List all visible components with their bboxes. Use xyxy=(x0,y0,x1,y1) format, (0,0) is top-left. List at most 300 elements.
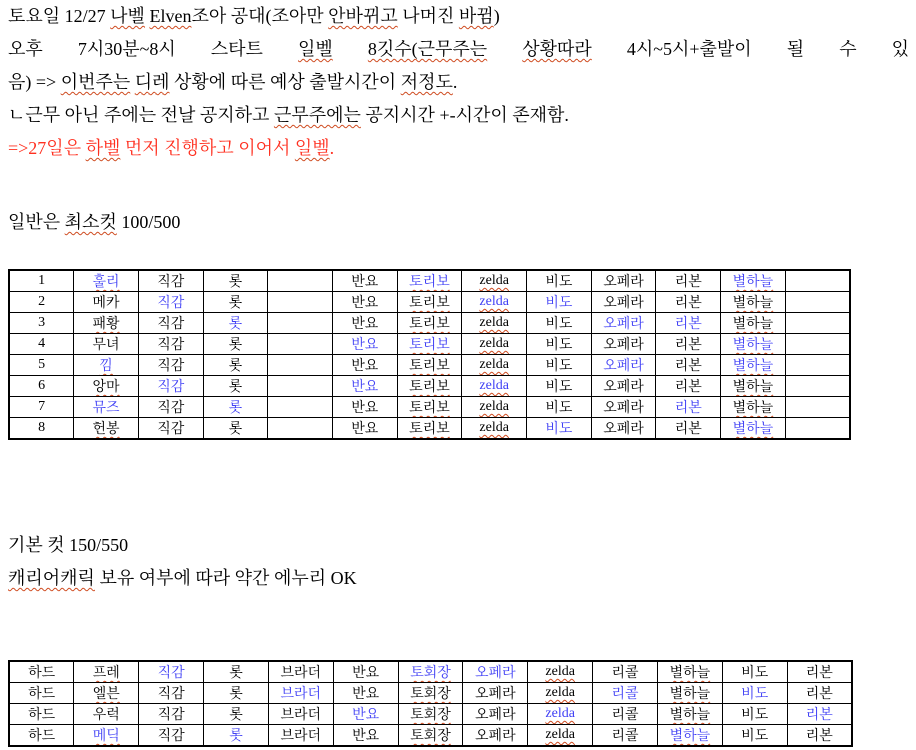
roster-cell xyxy=(203,334,268,355)
misspelled-text-run: 앙마 xyxy=(92,380,120,395)
text-run: 1 xyxy=(38,273,46,288)
misspelled-text-run: 별하늘 xyxy=(732,338,774,353)
misspelled-text-run: 토리보 xyxy=(409,296,450,311)
roster-cell xyxy=(657,661,722,683)
text-run: 하드 xyxy=(28,729,56,744)
text-run: ㄴ근무 아닌 주에는 전날 공지하고 xyxy=(8,105,274,125)
roster-cell xyxy=(787,725,852,747)
misspelled-text-run: 토리보 xyxy=(409,401,450,416)
text-run: 오페라 xyxy=(475,729,516,744)
roster-row xyxy=(9,292,850,313)
roster-cell xyxy=(397,334,462,355)
text-run: 하드 xyxy=(28,708,56,723)
roster-cell xyxy=(138,355,203,376)
text-run: 반요 xyxy=(352,708,380,723)
text-run: 반요 xyxy=(351,317,379,332)
roster-cell-empty xyxy=(268,292,333,313)
roster-cell xyxy=(74,683,139,704)
text-run: 하드 xyxy=(28,666,56,681)
roster-cell xyxy=(722,725,787,747)
text-run: 100/500 xyxy=(116,212,181,232)
notice-line-4 xyxy=(8,99,909,132)
roster-cell xyxy=(398,683,463,704)
roster-cell xyxy=(9,683,74,704)
roster-cell xyxy=(527,313,592,334)
text-run: . xyxy=(329,138,335,158)
roster-cell-empty xyxy=(268,397,333,418)
roster-cell xyxy=(138,292,203,313)
text-run: 조아 공대(조아만 xyxy=(191,6,329,26)
roster-cell xyxy=(527,376,592,397)
roster-cell xyxy=(656,397,721,418)
roster-cell xyxy=(527,270,592,292)
text-run: 리본 xyxy=(674,380,702,395)
text-run: 8 xyxy=(38,420,46,435)
roster-cell xyxy=(138,334,203,355)
text-run: 비도 xyxy=(741,729,769,744)
text-run: 직감 xyxy=(157,687,185,702)
notice-line-3 xyxy=(8,66,909,99)
misspelled-text-run: 나벨 xyxy=(110,6,145,26)
text-run: 일반은 xyxy=(8,212,65,232)
text-run: 롯 xyxy=(229,687,243,702)
roster-cell xyxy=(657,704,722,725)
roster-cell xyxy=(656,313,721,334)
roster-cell xyxy=(656,334,721,355)
roster-cell xyxy=(591,397,656,418)
roster-cell xyxy=(397,418,462,440)
roster-cell xyxy=(333,704,398,725)
text-run: 오페라 xyxy=(603,380,644,395)
text-run: 리콜 xyxy=(611,729,639,744)
roster-cell xyxy=(528,725,593,747)
roster-cell-empty xyxy=(785,313,850,334)
text-run: 반요 xyxy=(351,359,379,374)
roster-cell xyxy=(203,376,268,397)
text-run: 리본 xyxy=(674,275,702,290)
text-run: 비도 xyxy=(545,317,573,332)
roster-cell xyxy=(398,661,463,683)
roster-cell xyxy=(74,661,139,683)
misspelled-text-run: 최소컷 xyxy=(64,212,117,232)
roster-row xyxy=(9,397,850,418)
hard-roster-table xyxy=(8,660,853,747)
hard-cut-caption-block xyxy=(8,529,909,595)
text-run: =>27일은 xyxy=(8,138,86,158)
misspelled-text-run: 별하늘 xyxy=(669,708,711,723)
text-run: 4시~5시+출발이 될 수 있 xyxy=(591,39,910,59)
text-run: 직감 xyxy=(157,296,185,311)
text-run: 브라더 xyxy=(280,708,322,723)
text-run: 비도 xyxy=(545,275,573,290)
normal-roster-table xyxy=(8,269,851,440)
misspelled-text-run: 훌리 xyxy=(92,275,120,290)
text-run: 오페라 xyxy=(475,687,516,702)
roster-cell xyxy=(138,376,203,397)
misspelled-text-run: zelda xyxy=(545,706,575,721)
text-run: 롯 xyxy=(229,666,243,681)
roster-cell xyxy=(74,704,139,725)
roster-cell xyxy=(397,313,462,334)
text-run: 리본 xyxy=(674,401,702,416)
misspelled-text-run: zelda xyxy=(479,378,509,393)
roster-cell xyxy=(333,725,398,747)
misspelled-text-run: 토리보 xyxy=(409,422,450,437)
text-run: 4 xyxy=(38,336,46,351)
roster-cell xyxy=(332,355,397,376)
text-run: 5 xyxy=(38,357,46,372)
roster-cell xyxy=(74,725,139,747)
text-run xyxy=(333,39,368,59)
roster-cell xyxy=(398,725,463,747)
roster-cell xyxy=(462,376,527,397)
roster-cell xyxy=(593,683,658,704)
text-run: 반요 xyxy=(351,401,379,416)
text-run: 직감 xyxy=(157,401,185,416)
roster-cell xyxy=(593,725,658,747)
misspelled-text-run: 메딕 xyxy=(92,729,120,744)
roster-cell xyxy=(656,270,721,292)
normal-cut-caption-block xyxy=(8,206,909,239)
text-run: 보유 여부에 따라 약간 에누리 OK xyxy=(94,568,357,588)
roster-cell xyxy=(268,725,333,747)
misspelled-text-run: 토회장 xyxy=(410,729,451,744)
text-run: 리콜 xyxy=(611,708,639,723)
text-run: 리본 xyxy=(805,666,833,681)
misspelled-text-run: 토회장 xyxy=(410,687,451,702)
roster-cell xyxy=(721,334,786,355)
roster-cell xyxy=(203,292,268,313)
misspelled-text-run: 별하늘 xyxy=(732,296,774,311)
roster-cell xyxy=(463,683,528,704)
text-run: 반요 xyxy=(351,422,379,437)
text-run: 롯 xyxy=(229,729,243,744)
misspelled-text-run: 토리보 xyxy=(409,380,450,395)
misspelled-text-run: 토리보 xyxy=(409,317,450,332)
misspelled-text-run: 별하늘 xyxy=(732,317,774,332)
text-run: 먼저 진행하고 이어서 xyxy=(120,138,295,158)
roster-cell xyxy=(462,270,527,292)
roster-cell xyxy=(204,661,269,683)
roster-cell xyxy=(204,704,269,725)
roster-cell xyxy=(787,661,852,683)
text-run: 비도 xyxy=(545,422,573,437)
roster-cell xyxy=(9,270,74,292)
misspelled-text-run: zelda xyxy=(545,727,575,742)
roster-cell xyxy=(397,270,462,292)
roster-cell xyxy=(463,661,528,683)
text-run: 2 xyxy=(38,294,46,309)
roster-row xyxy=(9,725,852,747)
roster-cell xyxy=(462,292,527,313)
roster-cell-empty xyxy=(785,376,850,397)
roster-row xyxy=(9,270,850,292)
roster-cell-empty xyxy=(268,334,333,355)
hard-cut-note xyxy=(8,562,909,595)
roster-cell xyxy=(138,313,203,334)
misspelled-text-run: 별하늘 xyxy=(669,687,711,702)
misspelled-text-run: zelda xyxy=(479,399,509,414)
roster-cell xyxy=(332,292,397,313)
text-run: 리본 xyxy=(805,729,833,744)
text-run: 롯 xyxy=(228,317,243,332)
text-run: 비도 xyxy=(545,338,573,353)
misspelled-text-run: 패황 xyxy=(92,317,120,332)
text-run: 반요 xyxy=(351,296,379,311)
roster-cell xyxy=(657,683,722,704)
text-run: 리본 xyxy=(674,338,702,353)
roster-cell xyxy=(591,376,656,397)
roster-cell xyxy=(591,355,656,376)
misspelled-text-run: 토리보 xyxy=(409,359,450,374)
roster-cell-empty xyxy=(785,418,850,440)
roster-cell xyxy=(9,725,74,747)
roster-cell xyxy=(528,683,593,704)
misspelled-text-run: 토회장 xyxy=(410,666,451,681)
misspelled-text-run: 하벨 xyxy=(85,138,121,158)
text-run: 오후 7시30분~8시 스타트 xyxy=(8,39,299,59)
roster-cell xyxy=(721,376,786,397)
roster-cell xyxy=(591,292,656,313)
misspelled-text-run: 캐리어캐릭 xyxy=(8,568,95,588)
misspelled-text-run: zelda xyxy=(545,685,575,700)
misspelled-text-run: zelda xyxy=(479,294,509,309)
roster-cell xyxy=(787,683,852,704)
text-run: 직감 xyxy=(157,317,185,332)
notice-line-2 xyxy=(8,33,909,66)
roster-cell xyxy=(397,355,462,376)
normal-cut-caption xyxy=(8,206,909,239)
notice-line-1 xyxy=(8,0,909,33)
roster-cell-empty xyxy=(785,334,850,355)
text-run: 뮤즈 xyxy=(92,401,120,416)
roster-cell xyxy=(463,725,528,747)
text-run: 오페라 xyxy=(603,317,644,332)
text-run: 직감 xyxy=(157,380,185,395)
text-run: 직감 xyxy=(157,275,185,290)
roster-cell xyxy=(9,292,74,313)
roster-row xyxy=(9,661,852,683)
roster-cell xyxy=(462,334,527,355)
text-run: 반요 xyxy=(352,666,380,681)
roster-cell xyxy=(203,418,268,440)
misspelled-text-run: 낌 xyxy=(99,359,113,374)
text-run: 리콜 xyxy=(611,687,639,702)
roster-row xyxy=(9,334,850,355)
text-run: 비도 xyxy=(545,296,573,311)
roster-cell xyxy=(333,661,398,683)
roster-cell-empty xyxy=(268,418,333,440)
roster-cell-empty xyxy=(268,355,333,376)
roster-row xyxy=(9,704,852,725)
roster-cell xyxy=(204,683,269,704)
roster-cell xyxy=(722,661,787,683)
roster-cell xyxy=(268,704,333,725)
text-run xyxy=(487,39,522,59)
roster-cell xyxy=(462,355,527,376)
misspelled-text-run: 근무주에는 xyxy=(273,105,361,125)
misspelled-text-run: 별하늘 xyxy=(669,729,711,744)
roster-cell xyxy=(527,355,592,376)
text-run: 직감 xyxy=(157,359,185,374)
text-run: 7 xyxy=(38,399,46,414)
misspelled-text-run: 별하늘 xyxy=(669,666,711,681)
roster-cell xyxy=(591,270,656,292)
roster-cell xyxy=(397,376,462,397)
roster-cell xyxy=(657,725,722,747)
roster-cell xyxy=(139,683,204,704)
text-run: 리본 xyxy=(805,687,833,702)
roster-cell xyxy=(74,355,139,376)
text-run: 무녀 xyxy=(92,338,120,353)
text-run: 음) => xyxy=(8,72,61,92)
roster-cell xyxy=(333,683,398,704)
text-run: 오페라 xyxy=(475,708,516,723)
text-run: 반요 xyxy=(351,338,379,353)
text-run: 토요일 12/27 xyxy=(8,6,111,26)
roster-cell xyxy=(787,704,852,725)
text-run: 직감 xyxy=(157,729,185,744)
roster-cell xyxy=(527,334,592,355)
roster-cell xyxy=(203,313,268,334)
roster-cell xyxy=(74,292,139,313)
roster-cell xyxy=(528,661,593,683)
roster-cell xyxy=(463,704,528,725)
text-run: 반요 xyxy=(351,275,379,290)
roster-cell xyxy=(332,334,397,355)
roster-cell xyxy=(721,270,786,292)
roster-cell xyxy=(74,334,139,355)
roster-cell xyxy=(527,397,592,418)
text-run: 오페라 xyxy=(603,296,644,311)
roster-cell-empty xyxy=(785,397,850,418)
misspelled-text-run: 바뀜 xyxy=(458,6,494,26)
misspelled-text-run: 저정도 xyxy=(400,72,453,92)
roster-cell xyxy=(139,661,204,683)
text-run: 브라더 xyxy=(280,729,322,744)
misspelled-text-run: zelda xyxy=(479,273,509,288)
misspelled-text-run: zelda xyxy=(545,664,575,679)
roster-cell xyxy=(528,704,593,725)
misspelled-text-run: 디레 xyxy=(134,72,170,92)
roster-cell xyxy=(9,313,74,334)
text-run: 롯 xyxy=(228,275,243,290)
text-run: 비도 xyxy=(545,359,573,374)
text-run: 하드 xyxy=(28,687,56,702)
misspelled-text-run: 8깃수(근무주는 xyxy=(367,39,488,59)
text-run: 오페라 xyxy=(603,338,644,353)
misspelled-text-run: 프레 xyxy=(92,666,120,681)
text-run: 직감 xyxy=(157,708,185,723)
misspelled-text-run: 별하늘 xyxy=(732,380,774,395)
roster-cell xyxy=(593,704,658,725)
roster-cell xyxy=(138,418,203,440)
roster-cell xyxy=(138,397,203,418)
roster-cell xyxy=(722,683,787,704)
roster-cell xyxy=(593,661,658,683)
roster-row xyxy=(9,418,850,440)
roster-cell xyxy=(268,683,333,704)
text-run: 리본 xyxy=(674,296,702,311)
roster-cell-empty xyxy=(785,292,850,313)
text-run: 롯 xyxy=(228,296,243,311)
roster-cell xyxy=(722,704,787,725)
roster-row xyxy=(9,355,850,376)
roster-cell-empty xyxy=(268,270,333,292)
text-run: 리콜 xyxy=(611,666,639,681)
text-run: 공지시간 +-시간이 존재함. xyxy=(360,105,569,125)
roster-cell xyxy=(203,270,268,292)
misspelled-text-run: 별하늘 xyxy=(732,275,774,290)
roster-cell xyxy=(9,397,74,418)
roster-row xyxy=(9,376,850,397)
misspelled-text-run: 토회장 xyxy=(410,708,451,723)
roster-cell xyxy=(138,270,203,292)
text-run: 비도 xyxy=(545,380,573,395)
hard-cut-caption xyxy=(8,529,909,562)
roster-cell xyxy=(462,313,527,334)
roster-cell xyxy=(268,661,333,683)
roster-cell xyxy=(74,397,139,418)
roster-cell-empty xyxy=(268,313,333,334)
misspelled-text-run: zelda xyxy=(479,420,509,435)
text-run: 리본 xyxy=(805,708,833,723)
text-run: ) xyxy=(493,6,500,26)
roster-cell xyxy=(721,397,786,418)
misspelled-text-run: 안바뀌고 xyxy=(328,6,398,26)
roster-cell xyxy=(591,418,656,440)
misspelled-text-run: 엘븐 xyxy=(92,687,120,702)
roster-cell xyxy=(591,334,656,355)
misspelled-text-run: 헌봉 xyxy=(92,422,120,437)
roster-cell xyxy=(591,313,656,334)
text-run: 반요 xyxy=(352,687,380,702)
misspelled-text-run: 일벨 xyxy=(298,39,333,59)
roster-cell-empty xyxy=(785,270,850,292)
roster-cell xyxy=(721,355,786,376)
text-run: 직감 xyxy=(157,422,185,437)
misspelled-text-run: 일벨 xyxy=(294,138,330,158)
text-run: 비도 xyxy=(741,666,769,681)
misspelled-text-run: 별하늘 xyxy=(732,359,774,374)
roster-cell xyxy=(332,313,397,334)
misspelled-text-run: 토리보 xyxy=(409,275,450,290)
roster-cell xyxy=(527,292,592,313)
roster-cell xyxy=(656,418,721,440)
roster-cell xyxy=(721,418,786,440)
roster-cell xyxy=(9,661,74,683)
roster-cell xyxy=(9,704,74,725)
text-run: 롯 xyxy=(228,359,243,374)
roster-cell xyxy=(74,313,139,334)
text-run: 브라더 xyxy=(280,687,322,702)
text-run: 리본 xyxy=(674,359,702,374)
text-run: 나머진 xyxy=(397,6,459,26)
roster-cell xyxy=(9,418,74,440)
roster-row xyxy=(9,313,850,334)
roster-cell xyxy=(74,418,139,440)
text-run: 직감 xyxy=(157,338,185,353)
misspelled-text-run: zelda xyxy=(479,336,509,351)
text-run: 직감 xyxy=(157,666,185,681)
text-run: 비도 xyxy=(741,708,769,723)
text-run: 롯 xyxy=(228,338,243,353)
notice-paragraph xyxy=(8,0,909,165)
roster-cell xyxy=(9,334,74,355)
text-run: 메카 xyxy=(92,296,120,311)
text-run: 롯 xyxy=(228,422,243,437)
text-run: 브라더 xyxy=(280,666,322,681)
